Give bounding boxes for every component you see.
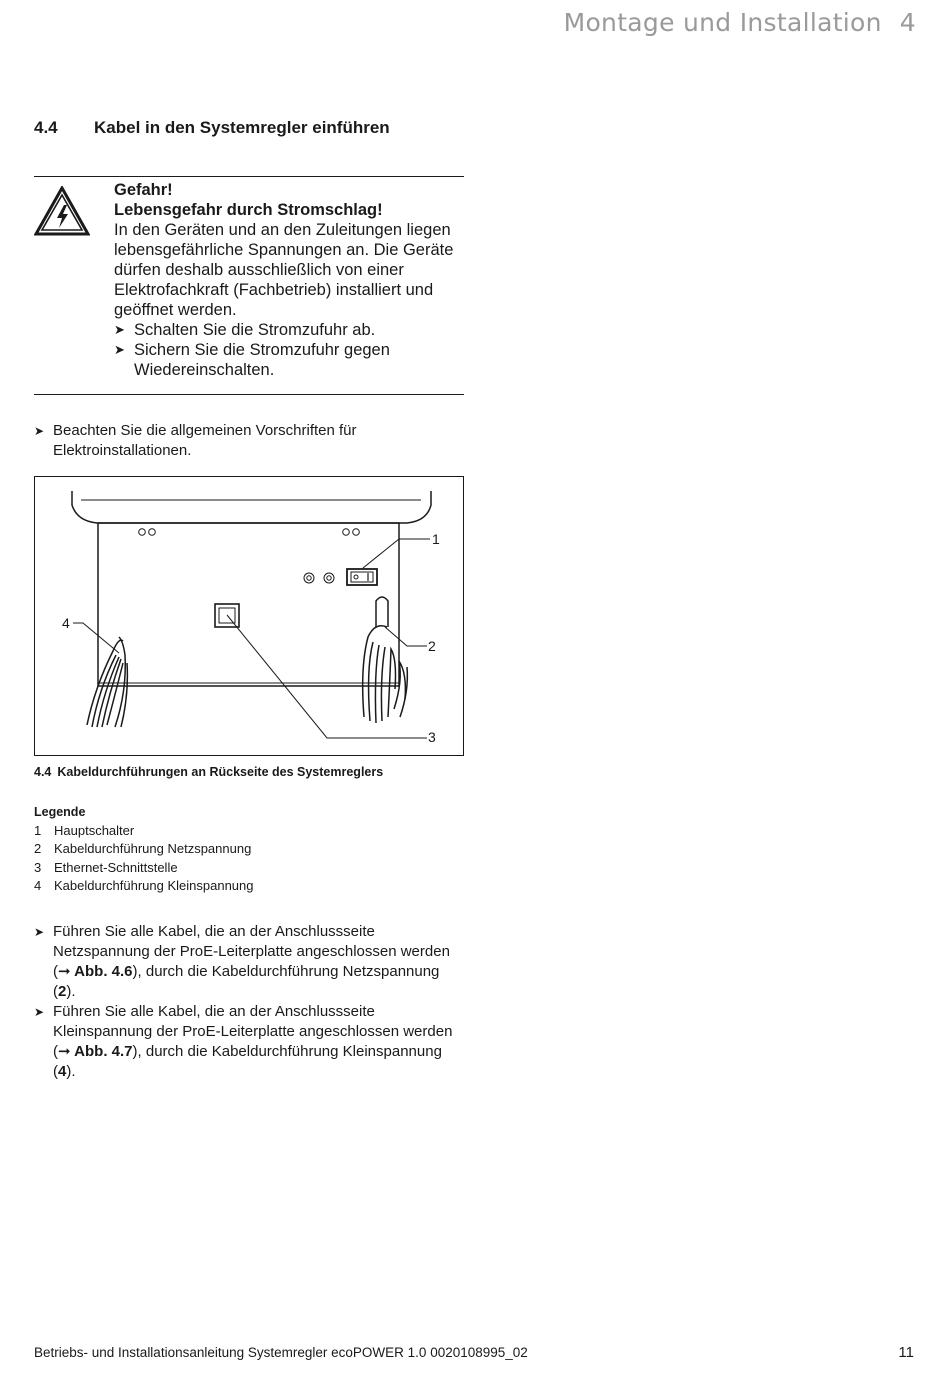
warning-body: In den Geräten und an den Zuleitungen liegen lebensgefährliche Spannungen an. Die Geräte dürfen deshalb ausschließlich von einer Elektrofachkraft (Fachbetrieb) installiert und geöffnet werden.	[114, 221, 454, 319]
figure-caption-number: 4.4	[34, 765, 52, 779]
electric-hazard-icon	[34, 186, 90, 236]
warning-steps	[114, 320, 464, 380]
section-heading	[34, 118, 390, 138]
warning-text	[114, 180, 464, 380]
arrow-bullet-icon: ➤	[114, 322, 125, 337]
section-number: 4.4	[34, 118, 58, 137]
warning-step: ➤ Schalten Sie die Stromzufuhr ab.	[114, 321, 376, 339]
figure-reference: ➞ Abb. 4.6	[58, 963, 133, 980]
figure-caption	[34, 765, 383, 779]
footer-text: Betriebs- und Installationsanleitung Systemregler ecoPOWER 1.0 0020108995_02	[34, 1345, 528, 1360]
header-title: Montage und Installation	[563, 8, 882, 37]
instruction-step	[34, 421, 454, 461]
warning-bottom-rule	[34, 394, 464, 395]
arrow-bullet-icon: ➤	[34, 424, 45, 438]
legend-list	[34, 822, 254, 895]
legend-item: 4 Kabeldurchführung Kleinspannung	[34, 877, 254, 893]
item-reference: 4	[58, 1063, 67, 1080]
warning-step: ➤ Sichern Sie die Stromzufuhr gegen Wiedereinschalten.	[114, 341, 390, 379]
controller-rear-drawing	[35, 477, 465, 757]
figure-reference: ➞ Abb. 4.7	[58, 1043, 133, 1060]
arrow-bullet-icon: ➤	[34, 925, 45, 939]
section-title: Kabel in den Systemregler einführen	[94, 118, 390, 137]
callout-number: 4	[62, 615, 70, 631]
arrow-bullet-icon: ➤	[114, 342, 125, 357]
page-number: 11	[898, 1344, 914, 1361]
running-header	[564, 8, 916, 37]
header-chapter-number: 4	[899, 8, 916, 37]
instruction-text: Führen Sie alle Kabel, die an der Anschlussseite Kleinspannung der ProE-Leiterplatte angeschlossen werden (➞ Abb. 4.7), durch die Kabeldurchführung Kleinspannung (4).	[53, 1003, 453, 1080]
callout-number: 3	[428, 729, 436, 745]
arrow-bullet-icon: ➤	[34, 1005, 45, 1019]
figure-caption-text: Kabeldurchführungen an Rückseite des Systemreglers	[57, 765, 384, 779]
figure-controller-rear	[34, 476, 464, 756]
callout-number: 2	[428, 638, 436, 654]
instruction-text: Beachten Sie die allgemeinen Vorschriften für Elektroinstallationen.	[53, 422, 357, 459]
instruction-step	[34, 922, 454, 1002]
legend-item: 1 Hauptschalter	[34, 823, 135, 838]
warning-label: Gefahr!	[114, 181, 173, 199]
instruction-step	[34, 1002, 454, 1082]
callout-number: 1	[432, 531, 440, 547]
instruction-text: Führen Sie alle Kabel, die an der Anschlussseite Netzspannung der ProE-Leiterplatte angeschlossen werden (➞ Abb. 4.6), durch die Kabeldurchführung Netzspannung (2).	[53, 923, 450, 1000]
legend-item: 2 Kabeldurchführung Netzspannung	[34, 841, 252, 857]
warning-headline: Lebensgefahr durch Stromschlag!	[114, 201, 383, 219]
warning-top-rule	[34, 176, 464, 177]
item-reference: 2	[58, 983, 67, 1000]
legend-title: Legende	[34, 805, 86, 819]
legend-item: 3 Ethernet-Schnittstelle	[34, 859, 178, 875]
